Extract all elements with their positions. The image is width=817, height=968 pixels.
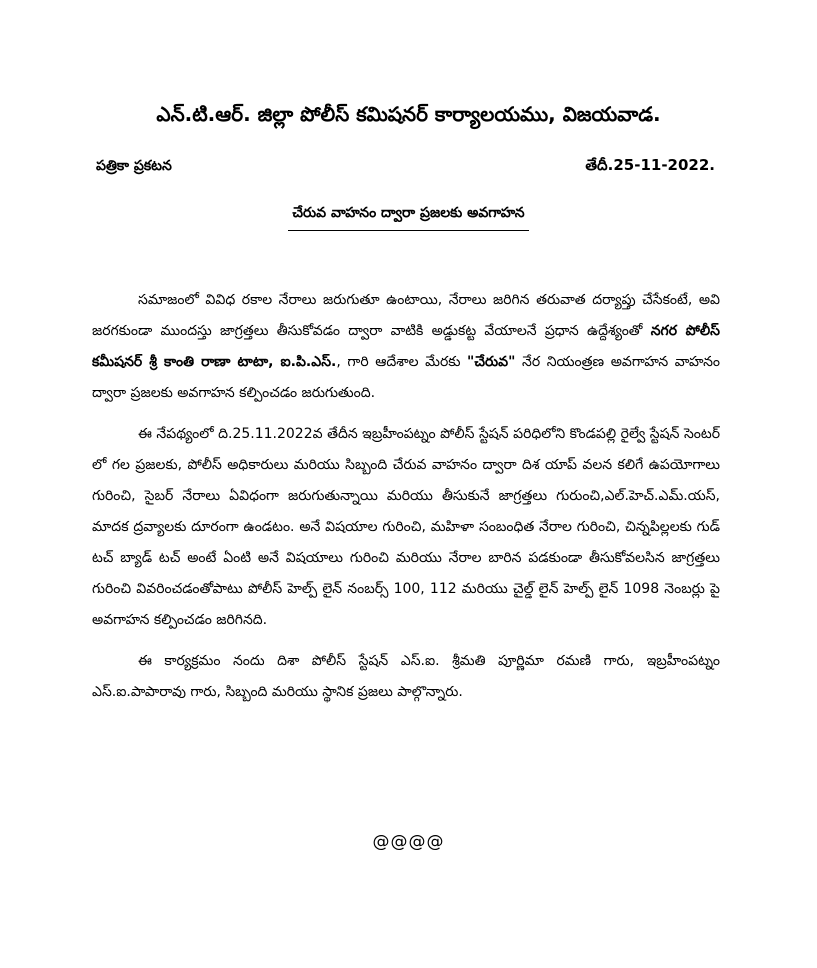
commissioner-name: నగర పోలీస్ కమీషనర్ శ్రీ కాంతి రాణా టాటా, ఐ.పి.ఎస్. bbox=[92, 323, 721, 370]
subject-text: చేరువ వాహనం ద్వారా ప్రజలకు అవగాహన bbox=[288, 202, 528, 231]
paragraph-event-details: ఈ నేపథ్యంలో ది.25.11.2022వ తేదీన ఇబ్రహీంపట్నం పోలీస్ స్టేషన్ పరిధిలోని కొండపల్లి రైల్వే స్టేషన్ సెంటర్ లో గల ప్రజలకు, పోలీస్ అధికారులు మరియు సిబ్బంది చేరువ వాహనం ద్వారా దిశ యాప్ వలన కలిగే ఉపయోగాలు గురించి, సైబర్ నేరాలు ఏవిధంగా జరుగుతున్నాయి మరియు తీసుకునే జాగ్రత్తలు గురుంచి,ఎల్.హెచ్.ఎమ్.యస్, మాదక ద్రవ్యాలకు దూరంగా ఉండటం. అనే విషయాల గురించి, మహిళా సంబంధిత నేరాల గురించి, చిన్నపిల్లలకు గుడ్ టచ్ బ్యాడ్ టచ్ అంటే ఏంటి అనే విషయాలు గురించి మరియు నేరాల బారిన పడకుండా తీసుకోవలసిన జాగ్రత్తలు గురించి వివరించడంతోపాటు పోలీస్ హెల్ప్ లైన్ నంబర్స్ 100, 112 మరియు చైల్డ్ లైన్ హెల్ప్ లైన్ 1098 నెంబర్లు పై అవగాహన కల్పించడం జరిగినది. bbox=[92, 426, 720, 628]
release-date: తేదీ.25-11-2022. bbox=[585, 156, 715, 174]
paragraph-participants: ఈ కార్యక్రమం నందు దిశా పోలీస్ స్టేషన్ ఎస్.ఐ. శ్రీమతి పూర్ణిమా రమణి గారు, ఇబ్రహీంపట్నం ఎస్.ఐ.పాపారావు గారు, సిబ్బంది మరియు స్థానిక ప్రజలు పాల్గొన్నారు. bbox=[92, 653, 720, 700]
closing-mark: @@@@ bbox=[372, 832, 445, 852]
intro-text-part2: , గారి ఆదేశాల మేరకు bbox=[336, 354, 468, 370]
intro-text-part1: సమాజంలో వివిధ రకాల నేరాలు జరుగుతూ ఉంటాయి, నేరాలు జరిగిన తరువాత దర్యాప్తు చేసేకంటే, అవి జరగకుండా ముందస్తు జాగ్రత్తలు తీసుకోవడం ద్వారా వాటికి అడ్డుకట్ట వేయాలనే ప్రధాన ఉద్దేశ్యంతో bbox=[92, 292, 720, 339]
press-note-label: పత్రికా ప్రకటన bbox=[96, 158, 172, 174]
body-text bbox=[92, 285, 720, 718]
cheruva-label: "చేరువ" bbox=[467, 354, 516, 370]
paragraph-intro bbox=[92, 285, 720, 409]
intro-text-part3: నేర నియంత్రణ అవగాహన వాహనం ద్వారా ప్రజలకు అవగాహన కల్పించడం జరుగుతుంది. bbox=[92, 354, 720, 401]
office-heading: ఎన్.టి.ఆర్. జిల్లా పోలీస్ కమిషనర్ కార్యాలయము, విజయవాడ. bbox=[156, 102, 661, 126]
subject-line bbox=[0, 202, 817, 231]
